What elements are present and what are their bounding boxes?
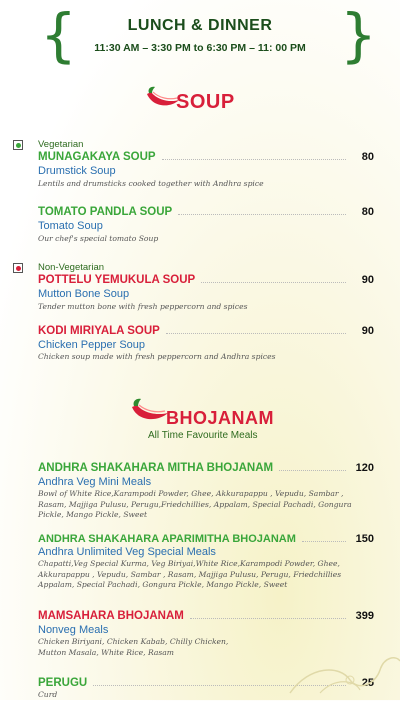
non-vegetarian-label: Non-Vegetarian [38,262,105,273]
menu-item-pottelu-yemukula-soup [38,274,374,286]
dotted-leader [190,618,346,619]
item-subtitle: Andhra Veg Mini Meals [38,476,152,488]
menu-item-kodi-miriyala-soup [38,325,374,337]
description-line: Appalam, Special Pachadi, Gongura Pickle, Mango Pickle, Sweet [38,580,288,589]
item-subtitle: Drumstick Soup [38,165,116,177]
item-price: 90 [361,274,374,286]
item-price: 80 [361,151,374,163]
item-description [38,559,341,591]
item-description [38,637,228,658]
nonveg-square-icon [13,263,23,273]
item-subtitle: Chicken Pepper Soup [38,339,146,351]
dotted-leader [302,541,346,542]
dotted-leader [166,333,346,334]
menu-header-title: LUNCH & DINNER [127,17,273,34]
item-price: 120 [355,462,374,474]
item-name: ANDHRA SHAKAHARA MITHA BHOJANAM [38,462,274,474]
item-name: KODI MIRIYALA SOUP [38,325,160,337]
item-description: Our chef's special tomato Soup [38,234,159,243]
right-brace-decoration: } [340,1,377,69]
item-subtitle: Curd [38,690,58,699]
item-name: ANDHRA SHAKAHARA APARIMITHA BHOJANAM [38,533,296,545]
menu-header-hours: 11:30 AM – 3:30 PM to 6:30 PM – 11: 00 PM [94,42,306,54]
item-name: MUNAGAKAYA SOUP [38,151,156,163]
decorative-swirl-icon [280,625,400,700]
item-name: MAMSAHARA BHOJANAM [38,610,184,622]
item-description [38,489,352,521]
left-brace-decoration: { [40,1,77,69]
item-price: 150 [355,533,374,545]
item-subtitle: Nonveg Meals [38,624,109,636]
item-price: 25 [361,677,374,689]
description-line: Chicken Biriyani, Chicken Kabab, Chilly Chicken, [38,637,229,646]
description-line: Rasam, Majjiga Pulusu, Perugu,Friedchillies, Appalam, Special Pachadi, Gongura [38,499,352,509]
item-price: 90 [361,325,374,337]
description-line: Pickle, Mango Pickle, Sweet [38,510,148,519]
description-line: Chapatti,Veg Special Kurma, Veg Biriyai,White Rice,Karampodi Powder, Ghee, [38,559,340,568]
item-subtitle: Mutton Bone Soup [38,288,130,300]
menu-item-mamsahara-bhojanam [38,610,374,622]
item-name: POTTELU YEMUKULA SOUP [38,274,196,286]
dotted-leader [162,159,346,160]
bhojanam-section-logo: BHOJANAM [166,408,275,428]
veg-square-icon [13,140,23,150]
menu-item-andhra-shakahara-aparimitha-bhojanam [38,533,374,545]
item-description: Chicken soup made with fresh peppercorn and Andhra spices [38,352,276,361]
dotted-leader [201,282,346,283]
vegetarian-label: Vegetarian [38,139,84,150]
menu-item-andhra-shakahara-mitha-bhojanam [38,462,374,474]
item-description: Lentils and drumsticks cooked together with Andhra spice [38,179,264,188]
menu-item-tomato-pandla-soup [38,206,374,218]
description-line: Mutton Masala, White Rice, Rasam [38,647,175,657]
soup-section-logo: SOUP [176,91,235,113]
item-name: TOMATO PANDLA SOUP [38,206,173,218]
item-subtitle: Tomato Soup [38,220,103,232]
item-description: Tender mutton bone with fresh peppercorn and spices [38,302,248,311]
menu-item-munagakaya-soup [38,151,374,163]
item-price: 80 [361,206,374,218]
dotted-leader [279,470,346,471]
item-subtitle: Andhra Unlimited Veg Special Meals [38,546,216,558]
description-line: Akkurapappu , Vepudu, Sambar , Rasam, Majjiga Pulusu, Perugu, Friedchillies [38,569,342,579]
item-name: PERUGU [38,677,88,689]
bhojanam-tagline: All Time Favourite Meals [148,430,258,441]
description-line: Bowl of White Rice,Karampodi Powder, Ghee, Akkurapappu , Vepudu, Sambar , [38,489,344,498]
item-price: 399 [355,610,374,622]
dotted-leader [178,214,346,215]
